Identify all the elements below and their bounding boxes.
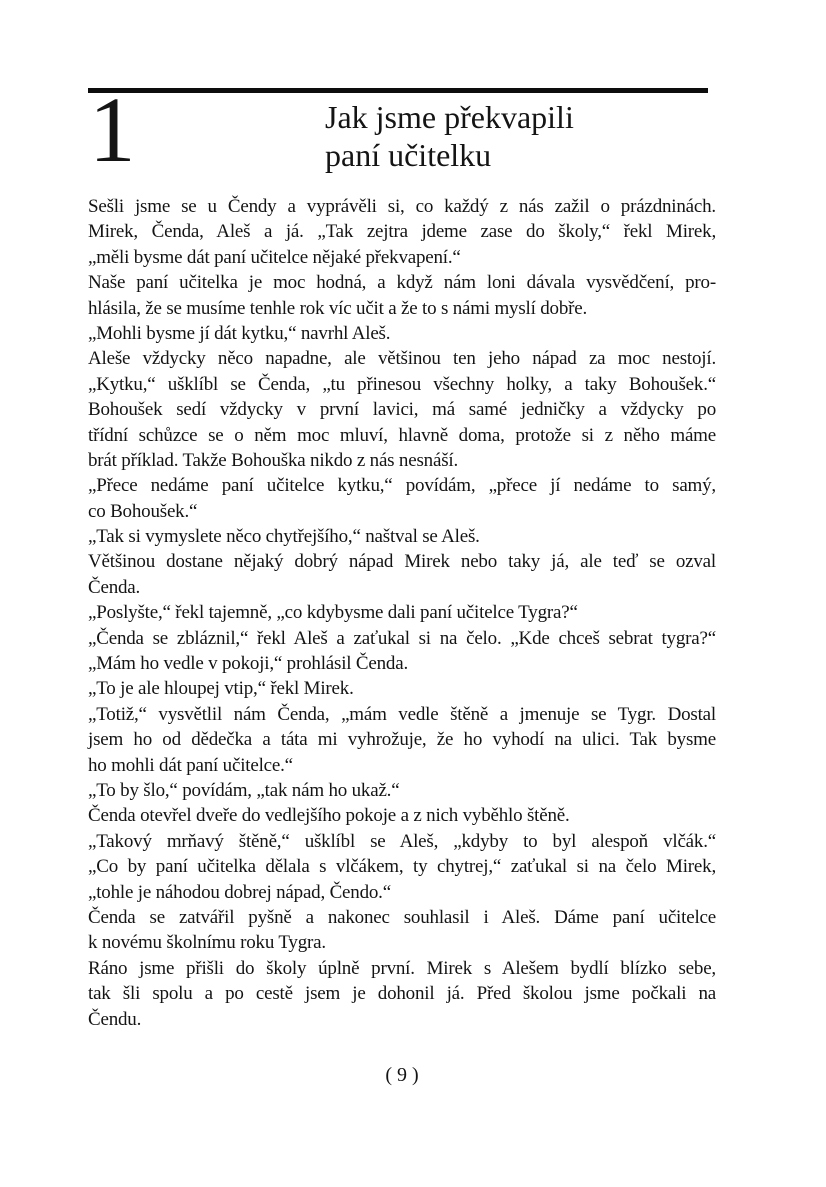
text-line: k novému školnímu roku Tygra. [88, 932, 326, 954]
text-line: jsem ho od dědečka a táta mi vyhrožuje, že ho vyhodí na ulici. Tak bysme [88, 729, 716, 751]
text-line: co Bohoušek.“ [88, 500, 198, 522]
chapter-title-line-2: paní učitelku [325, 137, 492, 173]
text-line: „To je ale hloupej vtip,“ řekl Mirek. [88, 678, 354, 700]
text-line: tak šli spolu a po cestě jsem je dohonil já. Před školou jsme počkali na [88, 983, 716, 1005]
text-line: Naše paní učitelka je moc hodná, a když nám loni dávala vysvědčení, pro- [88, 272, 716, 294]
text-line: Bohoušek sedí vždycky v první lavici, má samé jedničky a vždycky po [88, 399, 716, 421]
text-line: Čenda se zatvářil pyšně a nakonec souhlasil i Aleš. Dáme paní učitelce [88, 906, 716, 928]
text-line: ho mohli dát paní učitelce.“ [88, 754, 293, 776]
text-line: brát příklad. Takže Bohouška nikdo z nás nesnáší. [88, 449, 459, 471]
text-line: hlásila, že se musíme tenhle rok víc učit a že to s námi myslí dobře. [88, 297, 588, 319]
text-line: Sešli jsme se u Čendy a vyprávěli si, co každý z nás zažil o prázdninách. [88, 196, 716, 217]
chapter-rule [88, 88, 708, 93]
text-line: „Poslyšte,“ řekl tajemně, „co kdybysme dali paní učitelce Tygra?“ [88, 602, 578, 624]
text-line: „Totiž,“ vysvětlil nám Čenda, „mám vedle štěně a jmenuje se Tygr. Dostal [88, 703, 716, 725]
text-line: „Kytku,“ ušklíbl se Čenda, „tu přinesou všechny holky, a taky Bohoušek.“ [88, 373, 716, 395]
text-line: Většinou dostane nějaký dobrý nápad Mirek nebo taky já, ale teď se ozval [88, 551, 716, 573]
chapter-title [325, 98, 574, 174]
text-line: Ráno jsme přišli do školy úplně první. Mirek s Alešem bydlí blízko sebe, [88, 957, 716, 979]
chapter-title-line-1: Jak jsme překvapili [325, 99, 574, 135]
text-line: Aleše vždycky něco napadne, ale většinou ten jeho nápad za moc nestojí. [88, 348, 716, 370]
text-line: Čenda. [88, 576, 141, 598]
text-line: „měli bysme dát paní učitelce nějaké překvapení.“ [88, 246, 461, 268]
text-line: Čendu. [88, 1008, 142, 1030]
body-text [88, 194, 716, 1032]
text-line: „Mám ho vedle v pokoji,“ prohlásil Čenda. [88, 653, 409, 675]
text-line: „Co by paní učitelka dělala s vlčákem, ty chytrej,“ zaťukal si na čelo Mirek, [88, 856, 716, 878]
chapter-number: 1 [89, 79, 136, 182]
text-line: „Tak si vymyslete něco chytřejšího,“ naštval se Aleš. [88, 526, 480, 548]
text-line: „tohle je náhodou dobrej nápad, Čendo.“ [88, 881, 391, 903]
text-line: Mirek, Čenda, Aleš a já. „Tak zejtra jdeme zase do školy,“ řekl Mirek, [88, 221, 716, 243]
text-line: „Takový mrňavý štěně,“ ušklíbl se Aleš, „kdyby to byl alespoň vlčák.“ [88, 830, 716, 852]
text-line: „To by šlo,“ povídám, „tak nám ho ukaž.“ [88, 779, 400, 801]
text-line: „Čenda se zbláznil,“ řekl Aleš a zaťukal si na čelo. „Kde chceš sebrat tygra?“ [88, 627, 716, 649]
text-line: „Přece nedáme paní učitelce kytku,“ povídám, „přece jí nedáme to samý, [88, 475, 716, 497]
page-number: ( 9 ) [385, 1064, 419, 1086]
text-line: třídní schůzce se o něm moc mluví, hlavně doma, protože si z něho máme [88, 424, 716, 446]
text-line: Čenda otevřel dveře do vedlejšího pokoje a z nich vyběhlo štěně. [88, 805, 570, 827]
text-line: „Mohli bysme jí dát kytku,“ navrhl Aleš. [88, 322, 391, 344]
